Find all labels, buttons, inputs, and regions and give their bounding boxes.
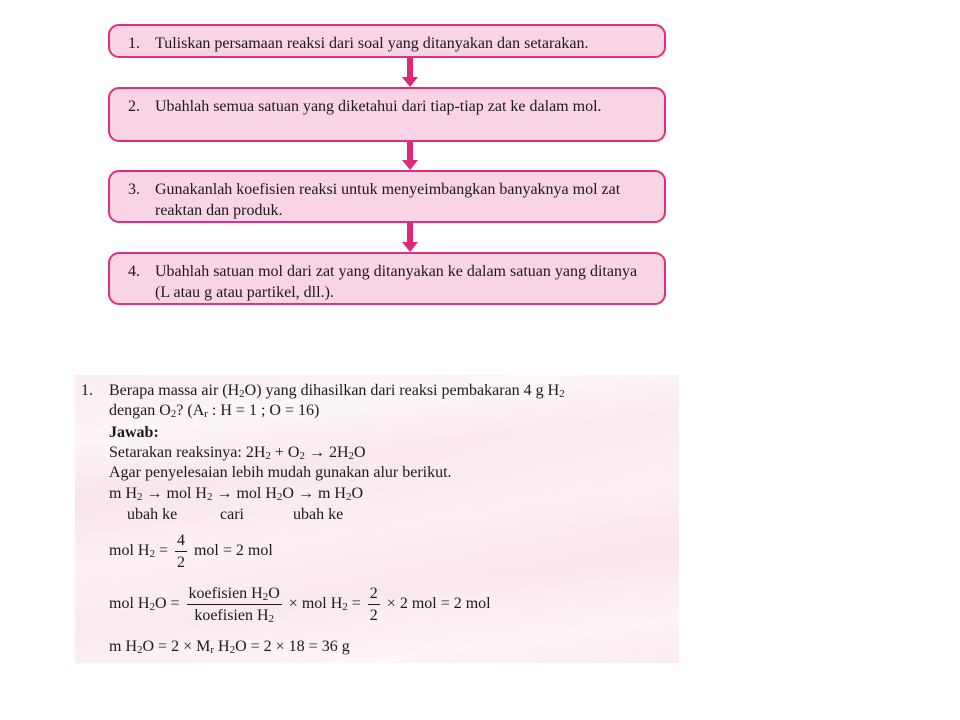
- conversion-path: m $H_2$ → mol $H_2$ → mol $H_2O \to m$ $H_2O$: [109, 485, 364, 503]
- flow-step-1: [108, 24, 666, 58]
- down-arrow-icon: [402, 58, 418, 87]
- step-number: 1.: [128, 35, 140, 52]
- down-arrow-icon: [402, 223, 418, 252]
- question-line-2: dengan $O_2$? ($A_r$ : H = 1 ; O = 16): [109, 402, 320, 420]
- flow-intro: Agar penyelesaian lebih mudah gunakan alur berikut.: [109, 464, 452, 481]
- down-arrow-icon: [402, 142, 418, 170]
- step-number: 4.: [128, 263, 140, 280]
- step-text: Gunakanlah koefisien reaksi untuk menyeimbangkan banyaknya mol zat reaktan dan produk.: [155, 181, 621, 219]
- step-text: Tuliskan persamaan reaksi dari soal yang ditanyakan dan setarakan.: [155, 35, 589, 52]
- fraction: $\frac{2}{2}$: [369, 585, 378, 624]
- flow-step-3: [108, 170, 666, 223]
- question-number: 1.: [81, 382, 93, 399]
- flow-step-4: [108, 252, 666, 305]
- path-label: ubah ke: [293, 506, 344, 523]
- fraction: $\frac{4}{2}$: [176, 532, 185, 571]
- calc-mol-h2o: mol $H_2O$ = $\frac{koefisien H_2O}{koefisien H_2}$ × mol $H_2$ = $\frac{2}{2}$ × 2 mol = 2 mol: [109, 585, 491, 625]
- step-number: 3.: [128, 181, 140, 198]
- step-text: Ubahlah satuan mol dari zat yang ditanyakan ke dalam satuan yang ditanya (L atau g atau partikel, dll.).: [155, 263, 638, 301]
- question-line-1: Berapa massa air $(H_2O)$ yang dihasilkan dari reaksi pembakaran 4 g $H_2$: [109, 382, 565, 400]
- step-number: 2.: [128, 98, 140, 115]
- flowchart: [0, 0, 960, 330]
- answer-label: Jawab:: [109, 424, 159, 441]
- fraction: $\frac{koefisien H_2O}{koefisien H_2}$: [188, 585, 280, 625]
- path-label: ubah ke: [127, 506, 178, 523]
- balanced-equation: Setarakan reaksinya: $2H_2 + O_2 \to 2H_2O$: [109, 444, 366, 462]
- calc-mol-h2: mol $H_2$ = $\frac{4}{2}$ mol = 2 mol: [109, 532, 273, 571]
- calc-mass-h2o: m $H_2O = 2 \times M_r$ $H_2O = 2 \times 18 = 36$ g: [109, 638, 350, 656]
- flow-step-2: [108, 87, 666, 142]
- path-label: cari: [220, 506, 244, 523]
- step-text: Ubahlah semua satuan yang diketahui dari tiap-tiap zat ke dalam mol.: [155, 98, 602, 115]
- example-problem: [75, 375, 679, 663]
